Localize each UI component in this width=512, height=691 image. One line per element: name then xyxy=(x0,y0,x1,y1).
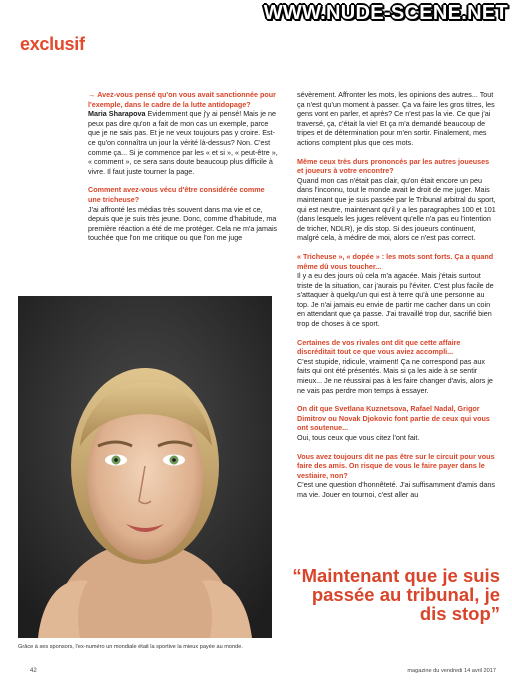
answer-3: Quand mon cas n'était pas clair, qu'on était encore un peu dans l'inconnu, tout le monde avait le droit de me juger. Mais maintenant que je suis passée par le Tribunal arbitral du sport, qui est neutre, maintenant qu'il y a les paragraphes 100 et 101 (dans lesquels les juges relèvent qu'elle n'a pas eu l'intention de tricher, NDLR), je dis stop. Si des joueurs continuent, malgré cela, à médire de moi, alors ce n'est pas correct. xyxy=(297,175,496,243)
question-7: Vous avez toujours dit ne pas être sur le circuit pour vous faire des amis. On risque de vous le faire payer dans le vestiaire, non? xyxy=(297,451,495,480)
arrow-icon: → xyxy=(88,90,96,99)
question-2: Comment avez-vous vécu d'être considérée comme une tricheuse? xyxy=(88,185,265,204)
question-1-text: Avez-vous pensé qu'on vous avait sanctionnée pour l'exemple, dans le cadre de la lutte antidopage? xyxy=(88,90,276,109)
page-number: 42 xyxy=(30,668,37,674)
speaker-name: Maria Sharapova xyxy=(88,109,146,119)
photo-caption: Grâce à ses sponsors, l'ex-numéro un mondiale était la sportive la mieux payée au monde. xyxy=(18,644,243,650)
answer-4: Il y a eu des jours où cela m'a agacée. Mais j'étais surtout triste de la situation, car j'aurais pu l'éviter. C'est plus facile de s'attaquer à quelqu'un qui est à terre qu'à une personne au top. Je n'ai jamais eu envie de partir me cacher dans un coin en attendant que ça passe. J'ai travaillé trop dur, sacrifié bien trop de choses à ce sport. xyxy=(297,271,494,329)
answer-7: C'est une question d'honnêteté. J'ai suffisamment d'amis dans ma vie. Jouer en tournoi, c'est aller au xyxy=(297,480,495,499)
question-6: On dit que Svetlana Kuznetsova, Rafael Nadal, Grigor Dimitrov ou Novak Djokovic font partie de ceux qui vous ont soutenue... xyxy=(297,404,490,433)
answer-1 xyxy=(88,109,278,176)
watermark: WWW.NUDE-SCENE.NET xyxy=(263,2,508,24)
answer-1-text: Evidemment que j'y ai pensé! Mais je ne peux pas dire qu'on a fait de mon cas un exemple, parce que je ne sais pas. Et je ne veux toujours pas y croire. Est-ce qu'on connaîtra un jour la vérité là-dessus? Non. C'est comme ça... Si je commence par les « et si », « peut-être », « comment », ce sera sans doute beaucoup plus difficile à vivre. Il faut juste tourner la page. xyxy=(88,109,278,176)
open-quote-mark: “ xyxy=(292,565,302,586)
question-1 xyxy=(88,90,278,109)
question-5: Certaines de vos rivales ont dit que cette affaire discréditait tout ce que vous aviez accompli... xyxy=(297,337,461,357)
right-column xyxy=(297,90,497,500)
answer-2: J'ai affronté les médias très souvent dans ma vie et ce, depuis que je suis très jeune. Donc, comme d'habitude, ma première réaction a été de me protéger. Cela ne m'a jamais touchée que l'on me critique ou que l'on me juge xyxy=(88,204,278,243)
issue-info: magazine du vendredi 14 avril 2017 xyxy=(407,668,496,674)
close-quote-mark: ” xyxy=(490,603,500,624)
answer-6: Oui, tous ceux que vous citez l'ont fait. xyxy=(297,433,420,442)
portrait-illustration xyxy=(18,296,272,638)
question-3: Même ceux très durs prononcés par les autres joueuses et joueurs à votre encontre? xyxy=(297,156,490,176)
left-column xyxy=(88,90,278,243)
section-tag: exclusif xyxy=(20,34,85,54)
question-4: « Tricheuse », « dopée » : les mots sont forts. Ça a quand même dû vous toucher... xyxy=(297,251,494,271)
pull-quote xyxy=(284,566,500,623)
portrait-photo xyxy=(18,296,272,638)
answer-2-continued: sévèrement. Affronter les mots, les opinions des autres... Tout ça n'est qu'un moment à passer. Ça va faire les gros titres, les gens vont en parler, et après? Ce n'est pas la vie. Ce que j'ai traversé, ça, c'était la vie! Et ça m'a demandé beaucoup de tripes et de détermination pour m'en sortir. Finalement, mes actions comptent plus que ces mots. xyxy=(297,90,495,147)
pull-quote-text: Maintenant que je suis passée au tribunal, je dis stop xyxy=(301,565,500,624)
answer-5: C'est stupide, ridicule, vraiment! Ça ne correspond pas aux faits qui ont été présentés. Mais si ça les aide à se sentir mieux... Je ne réussirai pas à les faire changer d'avis, alors je ne vais pas perdre mon temps à essayer. xyxy=(297,356,493,395)
